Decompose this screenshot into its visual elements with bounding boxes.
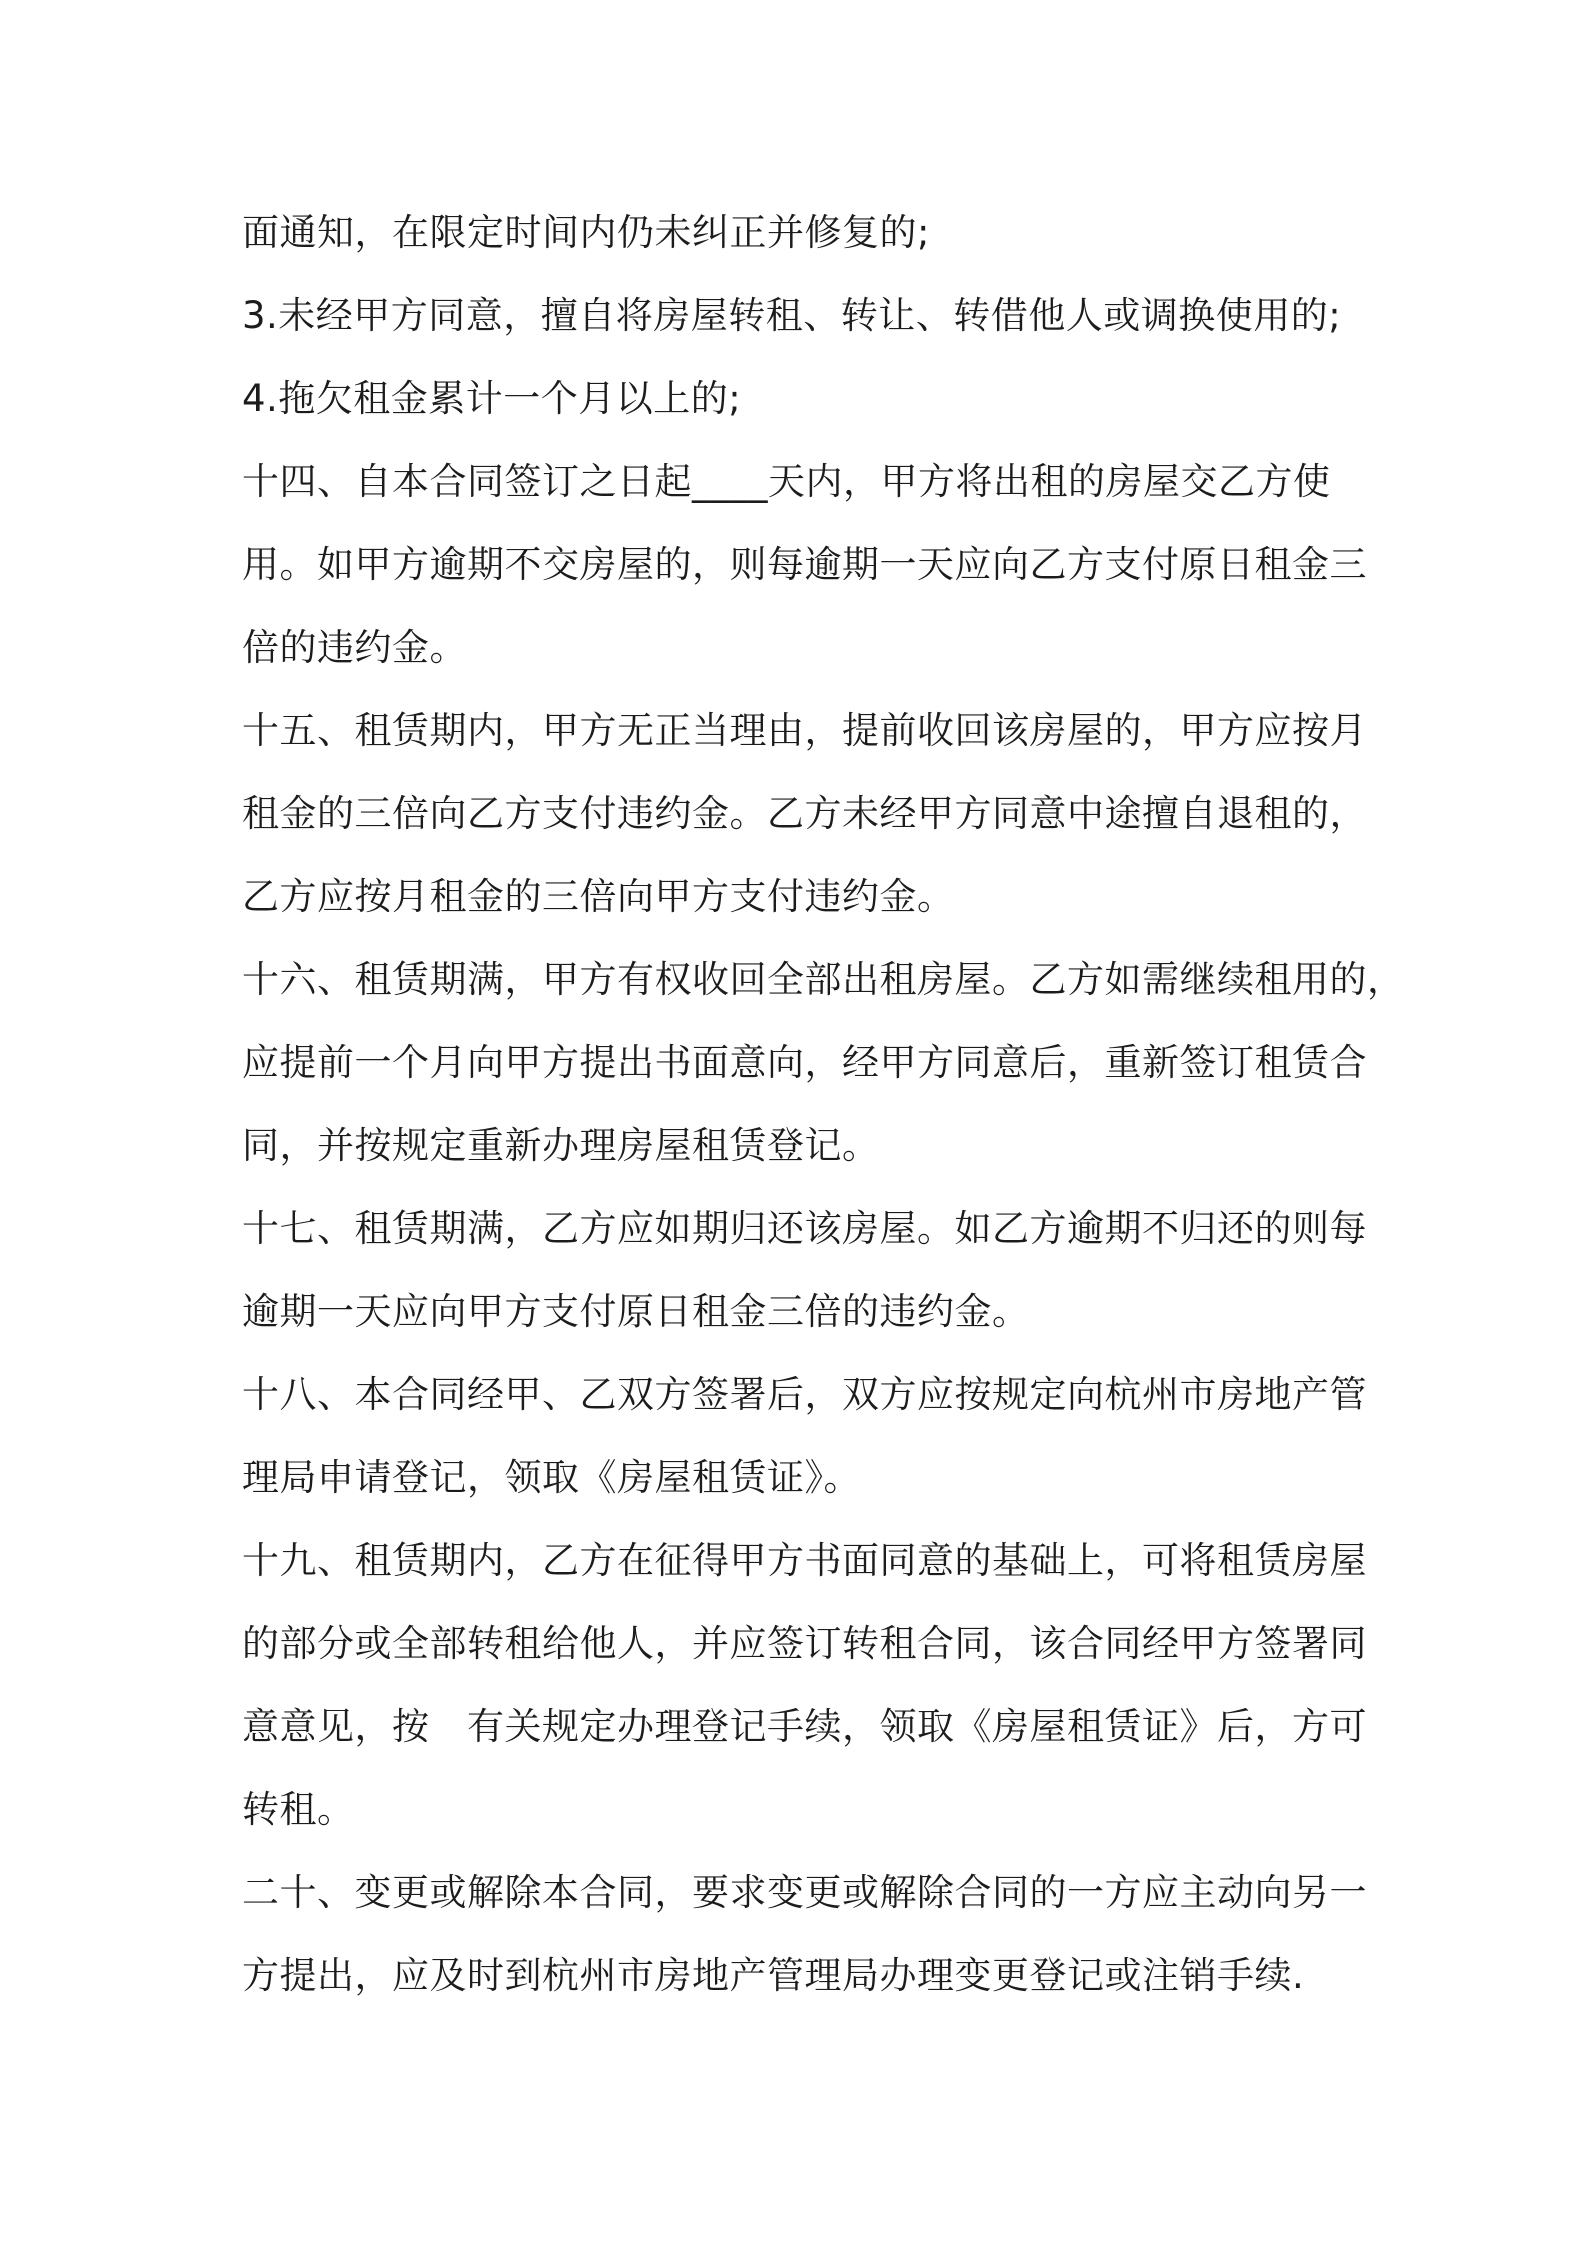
text-line: 4.拖欠租金累计一个月以上的;: [242, 377, 742, 420]
text-line: 倍的违约金。: [242, 626, 467, 669]
text-line: 转租。: [242, 1788, 355, 1831]
text-line: 用。如甲方逾期不交房屋的，则每逾期一天应向乙方支付原日租金三: [242, 543, 1367, 586]
text-line: 逾期一天应向甲方支付原日租金三倍的违约金。: [242, 1290, 1030, 1333]
text-line: 十四、自本合同签订之日起____天内，甲方将出租的房屋交乙方使: [242, 460, 1331, 503]
text-line: 意意见，按 有关规定办理登记手续，领取《房屋租赁证》后，方可: [242, 1705, 1367, 1748]
text-line: 十七、租赁期满，乙方应如期归还该房屋。如乙方逾期不归还的则每: [242, 1207, 1367, 1250]
text-line: 应提前一个月向甲方提出书面意向，经甲方同意后，重新签订租赁合: [242, 1041, 1367, 1084]
document-body: [242, 198, 1405, 2024]
text-line: 同，并按规定重新办理房屋租赁登记。: [242, 1124, 880, 1167]
text-line: 二十、变更或解除本合同，要求变更或解除合同的一方应主动向另一: [242, 1871, 1367, 1914]
text-line: 十六、租赁期满，甲方有权收回全部出租房屋。乙方如需继续租用的，: [242, 958, 1405, 1001]
text-line: 的部分或全部转租给他人，并应签订转租合同，该合同经甲方签署同: [242, 1622, 1367, 1665]
text-line: 面通知，在限定时间内仍未纠正并修复的;: [242, 211, 930, 254]
text-line: 十八、本合同经甲、乙双方签署后，双方应按规定向杭州市房地产管: [242, 1373, 1367, 1416]
text-line: 乙方应按月租金的三倍向甲方支付违约金。: [242, 875, 955, 918]
text-line: 十五、租赁期内，甲方无正当理由，提前收回该房屋的，甲方应按月: [242, 709, 1367, 752]
text-line: 租金的三倍向乙方支付违约金。乙方未经甲方同意中途擅自退租的，: [242, 792, 1367, 835]
text-line: 理局申请登记，领取《房屋租赁证》。: [242, 1456, 861, 1499]
text-line: 3.未经甲方同意，擅自将房屋转租、转让、转借他人或调换使用的;: [242, 294, 1342, 337]
text-line: 方提出，应及时到杭州市房地产管理局办理变更登记或注销手续.: [242, 1954, 1305, 1997]
text-line: 十九、租赁期内，乙方在征得甲方书面同意的基础上，可将租赁房屋: [242, 1539, 1367, 1582]
